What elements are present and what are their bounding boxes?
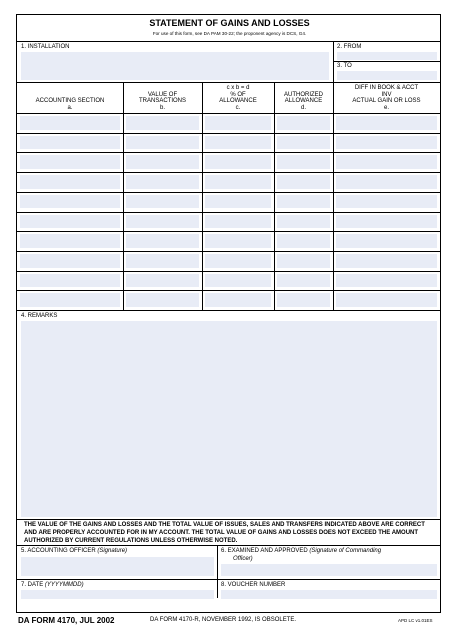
column-header-line: INV [381,91,392,98]
table-cell-field[interactable] [336,136,437,150]
column-header-line: TRANSACTIONS [138,98,186,104]
column-header-line: b. [159,104,165,111]
table-cell-field[interactable] [126,155,199,169]
voucher-label: 8. VOUCHER NUMBER [221,582,286,588]
certification-notice: THE VALUE OF THE GAINS AND LOSSES AND THE TOTAL VALUE OF ISSUES, SALES AND TRANSFERS INDICATED ABOVE ARE CORRECT AND ARE PROPERLY ACCOUNTED FOR IN MY ACCOUNT. THE TOTAL VALUE OF GAINS AND LOSSES DOES NOT EXCEED THE AMOUNT AUTHORIZED BY CURRENT REGULATIONS UNLESS OTHERWISE NOTED. [24,522,425,544]
row-divider [17,192,440,193]
table-cell-field[interactable] [20,293,120,307]
form-title: STATEMENT OF GAINS AND LOSSES [149,18,310,28]
column-header [202,85,274,111]
table-cell-field[interactable] [336,234,437,248]
table-cell-field[interactable] [20,175,120,189]
table-cell-field[interactable] [20,136,120,150]
column-divider [333,82,334,310]
table-cell-field[interactable] [20,234,120,248]
from-field[interactable] [337,52,437,60]
column-header-line: ACCOUNTING SECTION [35,98,105,104]
column-header-line: DIFF IN BOOK & ACCT [354,85,419,91]
form-page [16,14,441,613]
table-cell-field[interactable] [126,234,199,248]
column-header-line: d. [300,104,306,111]
table-cell-field[interactable] [205,155,271,169]
table-cell-field[interactable] [126,136,199,150]
column-header [333,85,440,111]
row-divider [17,231,440,232]
installation-field[interactable] [21,52,329,80]
table-cell-field[interactable] [336,116,437,130]
column-header-line: c. [235,104,241,111]
date-label: 7. DATE (YYYYMMDD) [21,582,84,588]
table-cell-field[interactable] [277,234,330,248]
accounting-officer-label: 5. ACCOUNTING OFFICER (Signature) [21,548,128,554]
column-header-line: e. [383,104,389,111]
column-header [123,92,202,112]
divider-line [17,579,440,580]
version-label: APD LC v1.01ES [398,618,433,623]
table-cell-field[interactable] [126,293,199,307]
table-cell-field[interactable] [277,116,330,130]
divider-line [17,545,440,546]
table-cell-field[interactable] [336,155,437,169]
divider-line [333,61,440,62]
remarks-label: 4. REMARKS [21,313,58,319]
column-header [17,98,123,111]
table-cell-field[interactable] [20,254,120,268]
table-cell-field[interactable] [277,195,330,209]
examined-label: 6. EXAMINED AND APPROVED (Signature of Commanding [221,548,382,554]
table-cell-field[interactable] [20,155,120,169]
row-divider [17,271,440,272]
column-header [274,92,333,112]
table-cell-field[interactable] [277,155,330,169]
row-divider [17,310,440,311]
table-cell-field[interactable] [126,274,199,288]
examined-note: Officer) [233,556,253,562]
table-cell-field[interactable] [277,215,330,229]
to-field[interactable] [337,71,437,80]
form-subtitle: For use of this form, see DA PAM 30-22; the proponent agency is DCS, G4. [152,31,307,36]
installation-label: 1. INSTALLATION [21,44,70,50]
remarks-field[interactable] [21,321,437,517]
table-cell-field[interactable] [205,293,271,307]
table-cell-field[interactable] [205,136,271,150]
column-header-line: AUTHORIZED [284,91,323,98]
table-cell-field[interactable] [205,195,271,209]
table-cell-field[interactable] [205,274,271,288]
row-divider [17,212,440,213]
voucher-field[interactable] [221,590,437,599]
row-divider [17,172,440,173]
table-cell-field[interactable] [205,175,271,189]
table-cell-field[interactable] [336,215,437,229]
row-divider [17,251,440,252]
row-divider [17,152,440,153]
table-cell-field[interactable] [205,254,271,268]
form-id: DA FORM 4170, JUL 2002 [18,616,115,625]
table-cell-field[interactable] [205,234,271,248]
divider-line [217,545,218,598]
examined-signature-field[interactable] [221,564,437,576]
column-header-line: ALLOWANCE [284,98,323,104]
date-field[interactable] [21,590,214,599]
table-cell-field[interactable] [126,215,199,229]
accounting-officer-signature-field[interactable] [21,557,214,576]
table-cell-field[interactable] [205,116,271,130]
table-cell-field[interactable] [126,195,199,209]
column-header-line: VALUE OF [147,91,178,98]
column-header-line: % OF [230,91,246,98]
table-cell-field[interactable] [277,293,330,307]
table-cell-field[interactable] [336,175,437,189]
divider-line [17,519,440,520]
table-cell-field[interactable] [336,195,437,209]
from-label: 2. FROM [337,44,362,50]
table-cell-field[interactable] [277,274,330,288]
table-cell-field[interactable] [126,116,199,130]
to-label: 3. TO [337,63,352,69]
table-cell-field[interactable] [20,274,120,288]
table-cell-field[interactable] [126,175,199,189]
table-cell-field[interactable] [20,215,120,229]
column-divider [123,82,124,310]
table-cell-field[interactable] [336,254,437,268]
table-cell-field[interactable] [277,254,330,268]
obsolete-notice: DA FORM 4170-R, NOVEMBER 1992, IS OBSOLETE. [150,617,297,623]
table-cell-field[interactable] [205,215,271,229]
column-header-line: ACTUAL GAIN OR LOSS [352,98,421,104]
table-cell-field[interactable] [336,274,437,288]
divider-line [17,41,440,42]
table-cell-field[interactable] [277,136,330,150]
table-cell-field[interactable] [20,116,120,130]
divider-line [17,113,440,114]
row-divider [17,133,440,134]
column-header-line: ALLOWANCE [219,98,257,104]
table-cell-field[interactable] [20,195,120,209]
table-cell-field[interactable] [277,175,330,189]
divider-line [17,82,440,83]
table-cell-field[interactable] [126,254,199,268]
column-divider [274,82,275,310]
table-cell-field[interactable] [336,293,437,307]
column-header-line: a. [67,104,73,111]
column-divider [202,82,203,310]
column-header-line: c x b = d [226,85,250,91]
row-divider [17,290,440,291]
